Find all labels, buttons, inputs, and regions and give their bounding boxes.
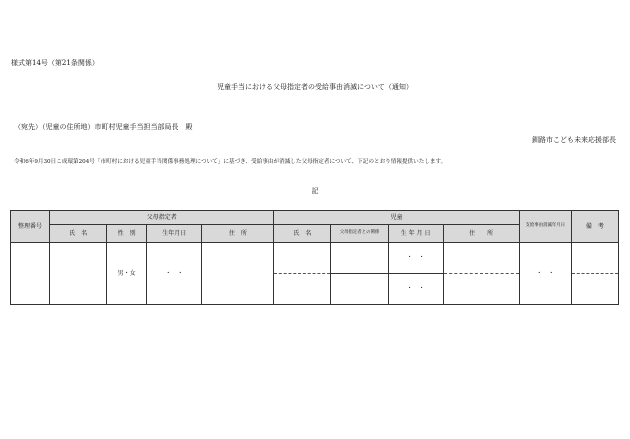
header-biko: 備 考 [571,211,618,243]
cell-jido2-seinengappi[interactable]: ・ ・ [388,274,443,305]
cell-fubo-jusho[interactable] [202,243,274,305]
cell-jido2-kankei[interactable] [331,274,388,305]
cell-seiri-bango[interactable] [11,243,50,305]
ki-heading: 記 [311,187,319,195]
cell-fubo-seinengappi[interactable]: ・ ・ [147,243,202,305]
header-jido-jusho: 住 所 [443,225,519,243]
addressee: （宛先）（児童の住所地）市町村児童手当担当部局長 殿 [14,123,193,131]
header-fubo-seibetsu: 性 別 [107,225,147,243]
form-number: 様式第14号（第21条関係） [11,59,99,67]
cell-jido2-jusho[interactable] [443,274,519,305]
body-text: 令和6年9月30日こ成環第204号「市町村における児童手当関係事務処理について」に基づき、受給事由が消滅した父母指定者について、下記のとおり情報提供いたします。 [14,159,447,165]
cell-biko-1[interactable] [571,243,618,274]
header-jido-seinengappi: 生 年 月 日 [388,225,443,243]
header-fubo-jusho: 住 所 [202,225,274,243]
cell-jido1-kankei[interactable] [331,243,388,274]
cell-jiyu-shometsu[interactable]: ・ ・ [519,243,571,305]
notification-table [10,210,619,305]
header-fubo-seinengappi: 生年月日 [147,225,202,243]
cell-jido1-seinengappi[interactable]: ・ ・ [388,243,443,274]
header-fubo-shimei: 氏 名 [50,225,107,243]
cell-jido1-shimei[interactable] [274,243,331,274]
document-title: 児童手当における父母指定者の受給事由消滅について（通知） [217,83,413,91]
cell-fubo-shimei[interactable] [50,243,107,305]
header-jiyu-shometsu: 支給事由消滅年月日 [519,211,571,243]
header-fubo-shiteisha: 父母指定者 [50,211,274,225]
header-seiri-bango: 整理番号 [11,211,50,243]
cell-jido1-jusho[interactable] [443,243,519,274]
cell-jido2-shimei[interactable] [274,274,331,305]
header-jido: 児童 [274,211,519,225]
cell-fubo-seibetsu[interactable]: 男・女 [107,243,147,305]
cell-biko-2[interactable] [571,274,618,305]
header-jido-kankei: 父母指定者との関係 [331,225,388,243]
header-jido-shimei: 氏 名 [274,225,331,243]
sender: 釧路市こども未来応援部長 [532,136,616,144]
